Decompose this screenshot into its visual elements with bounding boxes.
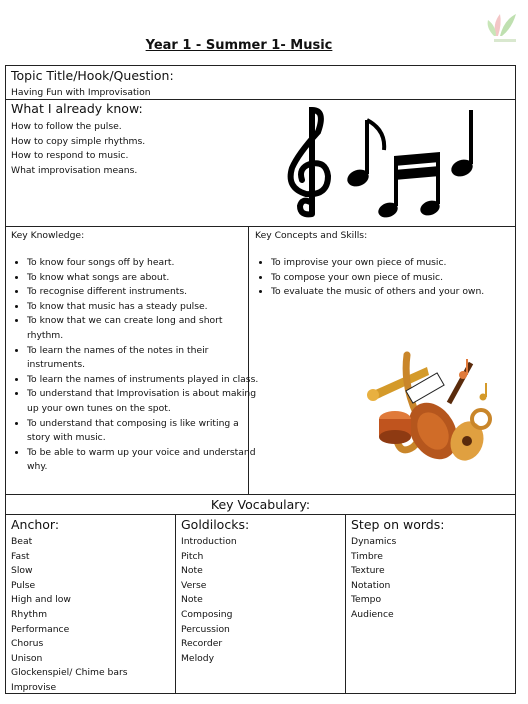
goldilocks-column — [176, 515, 346, 693]
step-on-word: Audience — [351, 608, 394, 620]
anchor-word: Fast — [11, 550, 30, 562]
instruments-illustration — [367, 345, 495, 473]
already-know-item: How to copy simple rhythms. — [11, 135, 146, 147]
already-know-item: How to respond to music. — [11, 150, 129, 162]
goldilocks-heading: Goldilocks: — [181, 517, 250, 532]
topic-value: Having Fun with Improvisation — [11, 87, 151, 98]
step-on-word: Notation — [351, 579, 391, 591]
goldilocks-word: Melody — [181, 652, 215, 664]
school-logo — [482, 6, 524, 46]
music-notes-icon — [278, 106, 484, 224]
anchor-word: Slow — [11, 565, 33, 577]
already-know-heading: What I already know: — [11, 101, 143, 116]
already-know-section — [6, 100, 515, 227]
anchor-column — [6, 515, 176, 693]
page-title: Year 1 - Summer 1- Music — [145, 38, 333, 53]
anchor-word: Rhythm — [11, 608, 48, 620]
key-concepts-cell — [249, 227, 515, 494]
anchor-word: Chorus — [11, 638, 44, 650]
goldilocks-word: Percussion — [181, 623, 230, 635]
key-knowledge-item: • To recognise different instruments. — [27, 285, 259, 300]
step-on-word: Texture — [351, 565, 385, 577]
key-knowledge-item: • To know that we can create long and short rhythm. — [27, 314, 259, 343]
key-concepts-item: • To evaluate the music of others and your own. — [271, 285, 526, 300]
goldilocks-word: Note — [181, 565, 203, 577]
key-knowledge-heading: Key Knowledge: — [11, 230, 85, 241]
knowledge-organiser — [5, 65, 516, 694]
key-knowledge-cell — [6, 227, 259, 494]
key-knowledge-item: • To understand that Improvisation is about making up your own tunes on the spot. — [27, 387, 259, 416]
already-know-item: What improvisation means. — [11, 164, 138, 176]
key-knowledge-item: • To learn the names of the notes in their instruments. — [27, 344, 259, 373]
topic-heading: Topic Title/Hook/Question: — [11, 68, 174, 83]
key-knowledge-item: • To understand that composing is like writing a story with music. — [27, 417, 259, 446]
goldilocks-word: Verse — [181, 579, 207, 591]
step-on-column — [346, 515, 515, 693]
anchor-word: Pulse — [11, 579, 36, 591]
goldilocks-word: Recorder — [181, 638, 223, 650]
already-know-item: How to follow the pulse. — [11, 121, 122, 132]
vocabulary-heading-row — [6, 495, 515, 515]
key-knowledge-item: • To know four songs off by heart. — [27, 256, 259, 271]
anchor-word: Unison — [11, 652, 43, 664]
key-concepts-item: • To improvise your own piece of music. — [271, 256, 526, 271]
step-on-word: Dynamics — [351, 536, 397, 547]
anchor-word: Beat — [11, 536, 33, 547]
step-on-heading: Step on words: — [351, 517, 445, 532]
key-concepts-item: • To compose your own piece of music. — [271, 271, 526, 286]
key-knowledge-item: • To know what songs are about. — [27, 271, 259, 286]
step-on-word: Timbre — [351, 550, 383, 562]
step-on-word: Tempo — [351, 594, 382, 606]
goldilocks-word: Note — [181, 594, 203, 606]
anchor-word: Performance — [11, 623, 70, 635]
anchor-word: High and low — [11, 594, 71, 606]
goldilocks-word: Composing — [181, 608, 233, 620]
anchor-word: Improvise — [11, 681, 57, 693]
vocabulary-section — [6, 515, 515, 693]
goldilocks-word: Introduction — [181, 536, 237, 547]
anchor-heading: Anchor: — [11, 517, 60, 532]
anchor-word: Glockenspiel/ Chime bars — [11, 667, 128, 679]
key-knowledge-item: • To learn the names of instruments played in class. — [27, 373, 259, 388]
key-concepts-heading: Key Concepts and Skills: — [255, 230, 368, 241]
key-knowledge-item: • To be able to warm up your voice and understand why. — [27, 446, 259, 475]
knowledge-section — [6, 227, 515, 495]
goldilocks-word: Pitch — [181, 550, 204, 562]
topic-section — [6, 66, 515, 100]
key-knowledge-item: • To know that music has a steady pulse. — [27, 300, 259, 315]
vocabulary-heading: Key Vocabulary: — [210, 497, 311, 512]
